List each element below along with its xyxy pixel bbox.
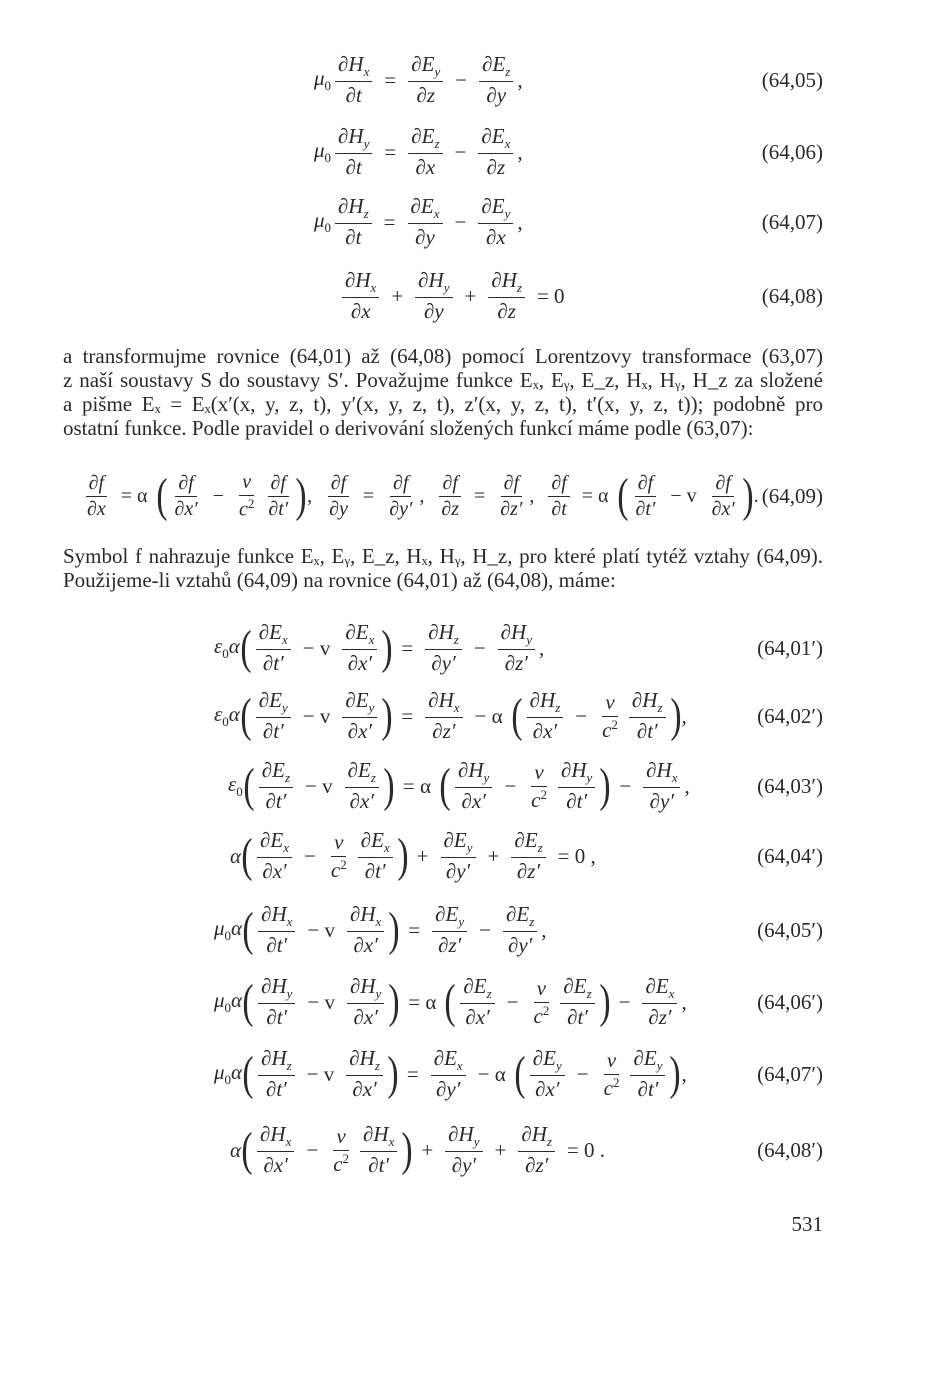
equation-number: (64,06′) xyxy=(757,989,823,1014)
text-line: ostatní funkce. Podle pravidel o derivování složených funkcí máme podle (63,07): xyxy=(63,416,754,440)
equation-64-05: $\mu_0$ $\frac{\partial H_x}{\partial t}$ = $\frac{\partial E_y}{\partial z}$ − $\frac{\partial E_z}{\partial y}$ , (64,05) xyxy=(0,48,945,112)
equation-number: (64,05) xyxy=(761,67,823,92)
equation-64-04-prime: α ( $\frac{\partial E_x}{\partial x'}$ − $\frac{v}{c^2}$ $\frac{\partial E_x}{\partial t'}$ ) + $\frac{\partial E_y}{\partial y'}$ + $\frac{\partial E_z}{\partial z'}$ = 0 , (64,04′) xyxy=(0,820,945,892)
equation-64-08: $\frac{\partial H_x}{\partial x}$ + $\frac{\partial H_y}{\partial y}$ + $\frac{\partial H_z}{\partial z}$ = 0 (64,08) xyxy=(0,264,945,328)
equation-64-09: $\frac{\partial f}{\partial x}$ = α ( $\frac{\partial f}{\partial x'}$ − $\frac{v}{c^2}$ $\frac{\partial f}{\partial t'}$ ) , $\frac{\partial f}{\partial y}$ = $\frac{\partial f}{\partial y'}$ , $\frac{\partial f}{\partial z}$ = $\frac{\partial f}{\partial z'}$ , $\frac{\partial f}{\partial t}$ = α ( $\frac{\partial f}{\partial t'}$ − v $\frac{\partial f}{\partial x'}$ ) . (64,09) xyxy=(0,460,945,532)
text-line: Použijeme-li vztahů (64,09) na rovnice (64,01) až (64,08), máme: xyxy=(63,568,616,592)
text-line: Symbol f nahrazuje funkce Eₓ, Eᵧ, E_z, Hₓ, Hᵧ, H_z, pro které platí tytéž vztahy (64,09). xyxy=(63,544,823,568)
equation-number: (64,09) xyxy=(761,483,823,508)
equation-64-08-prime: α ( $\frac{\partial H_x}{\partial x'}$ − $\frac{v}{c^2}$ $\frac{\partial H_x}{\partial t'}$ ) + $\frac{\partial H_y}{\partial y'}$ + $\frac{\partial H_z}{\partial z'}$ = 0 . (64,08′) xyxy=(0,1114,945,1186)
paragraph-transform xyxy=(63,344,823,440)
equation-64-06: $\mu_0$ $\frac{\partial H_y}{\partial t}$ = $\frac{\partial E_z}{\partial x}$ − $\frac{\partial E_x}{\partial z}$ , (64,06) xyxy=(0,120,945,184)
equation-64-03-prime: $\varepsilon_0$ ( $\frac{\partial E_z}{\partial t'}$ − v $\frac{\partial E_z}{\partial x'}$ ) = α ( $\frac{\partial H_y}{\partial x'}$ − $\frac{v}{c^2}$ $\frac{\partial H_y}{\partial t'}$ ) − $\frac{\partial H_x}{\partial y'}$ , (64,03′) xyxy=(0,750,945,822)
text-line: a transformujme rovnice (64,01) až (64,08) pomocí Lorentzovy transformace (63,07) xyxy=(63,344,823,368)
equation-number: (64,08′) xyxy=(757,1137,823,1162)
text-line: z naší soustavy S do soustavy S′. Považujme funkce Eₓ, Eᵧ, E_z, Hₓ, Hᵧ, H_z za složené xyxy=(63,368,823,392)
equation-number: (64,07) xyxy=(761,209,823,234)
equation-number: (64,07′) xyxy=(757,1061,823,1086)
equation-number: (64,03′) xyxy=(757,773,823,798)
equation-64-02-prime: $\varepsilon_0\alpha$ ( $\frac{\partial E_y}{\partial t'}$ − v $\frac{\partial E_y}{\partial x'}$ ) = $\frac{\partial H_x}{\partial z'}$ − α ( $\frac{\partial H_z}{\partial x'}$ − $\frac{v}{c^2}$ $\frac{\partial H_z}{\partial t'}$ ) , (64,02′) xyxy=(0,680,945,752)
equation-64-06-prime: $\mu_0\alpha$ ( $\frac{\partial H_y}{\partial t'}$ − v $\frac{\partial H_y}{\partial x'}$ ) = α ( $\frac{\partial E_z}{\partial x'}$ − $\frac{v}{c^2}$ $\frac{\partial E_z}{\partial t'}$ ) − $\frac{\partial E_x}{\partial z'}$ , (64,06′) xyxy=(0,966,945,1038)
text-line: a pišme Eₓ = Eₓ(x′(x, y, z, t), y′(x, y, z, t), z′(x, y, z, t), t′(x, y, z, t)); podobně pro xyxy=(63,392,823,416)
equation-number: (64,05′) xyxy=(757,917,823,942)
equation-64-07-prime: $\mu_0\alpha$ ( $\frac{\partial H_z}{\partial t'}$ − v $\frac{\partial H_z}{\partial x'}$ ) = $\frac{\partial E_x}{\partial y'}$ − α ( $\frac{\partial E_y}{\partial x'}$ − $\frac{v}{c^2}$ $\frac{\partial E_y}{\partial t'}$ ) , (64,07′) xyxy=(0,1038,945,1110)
equation-64-07: $\mu_0$ $\frac{\partial H_z}{\partial t}$ = $\frac{\partial E_x}{\partial y}$ − $\frac{\partial E_y}{\partial x}$ , (64,07) xyxy=(0,190,945,254)
equation-number: (64,01′) xyxy=(757,635,823,660)
equation-number: (64,02′) xyxy=(757,703,823,728)
equation-number: (64,04′) xyxy=(757,843,823,868)
equation-64-01-prime: $\varepsilon_0\alpha$ ( $\frac{\partial E_x}{\partial t'}$ − v $\frac{\partial E_x}{\partial x'}$ ) = $\frac{\partial H_z}{\partial y'}$ − $\frac{\partial H_y}{\partial z'}$ , (64,01′) xyxy=(0,612,945,684)
equation-number: (64,08) xyxy=(761,283,823,308)
equation-number: (64,06) xyxy=(761,139,823,164)
page-number: 531 xyxy=(791,1212,823,1236)
paragraph-symbol xyxy=(63,544,823,592)
equation-64-05-prime: $\mu_0\alpha$ ( $\frac{\partial H_x}{\partial t'}$ − v $\frac{\partial H_x}{\partial x'}$ ) = $\frac{\partial E_y}{\partial z'}$ − $\frac{\partial E_z}{\partial y'}$ , (64,05′) xyxy=(0,894,945,966)
